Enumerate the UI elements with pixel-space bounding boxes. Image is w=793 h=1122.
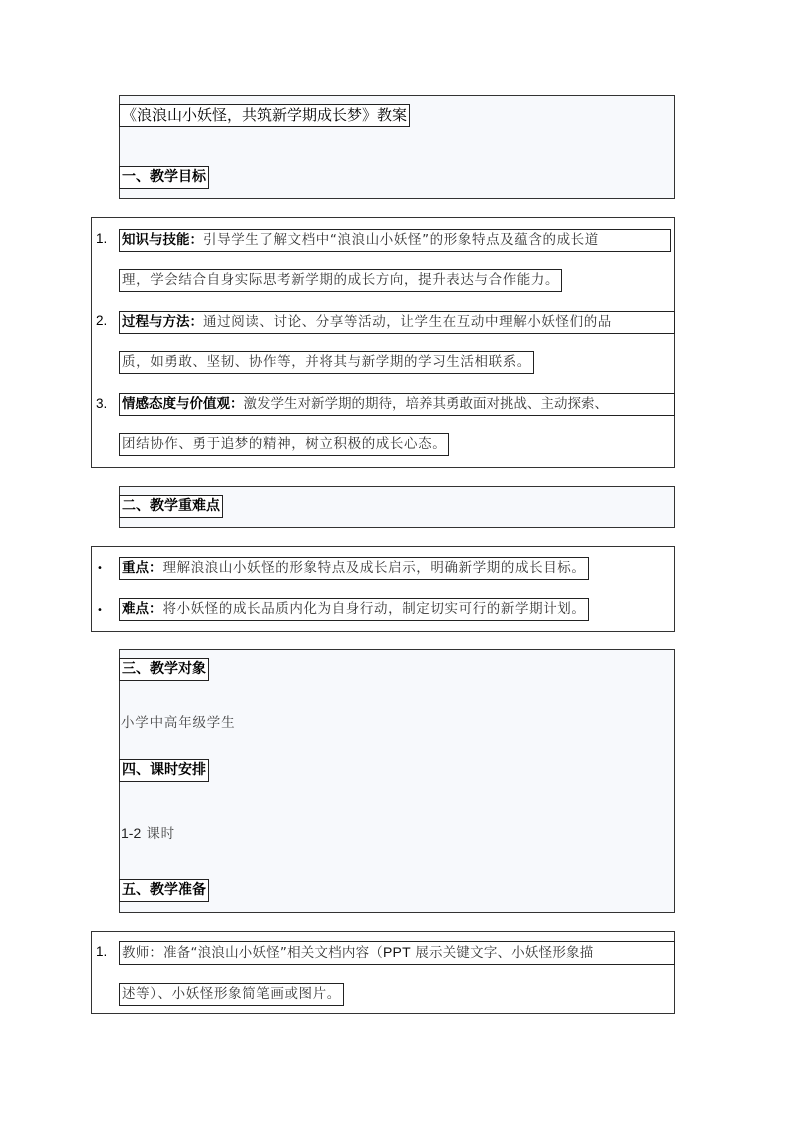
- preparation-text-cont: 展示关键文字、小妖怪形象描: [415, 945, 594, 961]
- objective-line: [119, 393, 675, 416]
- list-number: 3.: [96, 396, 108, 411]
- section-heading-key-points: 二、教学重难点: [119, 495, 223, 518]
- objective-text: 通过阅读、讨论、分享等活动，让学生在互动中理解小妖怪们的品: [203, 314, 612, 330]
- key-point-label: 重点：: [122, 560, 163, 576]
- audience-text: 小学中高年级学生: [121, 715, 236, 731]
- objectives-list: [91, 217, 675, 468]
- bullet-icon: •: [97, 563, 103, 574]
- objective-line: 理，学会结合自身实际思考新学期的成长方向，提升表达与合作能力。: [119, 269, 562, 292]
- document-title: 《浪浪山小妖怪，共筑新学期成长梦》教案: [119, 104, 410, 127]
- key-point-label: 难点：: [122, 601, 163, 617]
- objective-line: [119, 311, 675, 334]
- key-point-text: 将小妖怪的成长品质内化为自身行动，制定切实可行的新学期计划。: [162, 601, 586, 617]
- section-heading-preparation: 五、教学准备: [119, 879, 209, 902]
- objective-label: 知识与技能：: [122, 232, 203, 248]
- key-point-text: 理解浪浪山小妖怪的形象特点及成长启示，明确新学期的成长目标。: [162, 560, 586, 576]
- preparation-text: 教师：准备“浪浪山小妖怪”相关文档内容（: [122, 945, 383, 961]
- ppt-label: PPT: [383, 944, 411, 960]
- list-number: 1.: [96, 231, 108, 246]
- section-heading-audience: 三、教学对象: [119, 658, 209, 681]
- key-point-line: [119, 598, 589, 621]
- schedule-text: [121, 822, 175, 842]
- schedule-number: 1-2: [121, 825, 142, 841]
- preparation-line: [119, 941, 675, 965]
- objective-line: 质，如勇敢、坚韧、协作等，并将其与新学期的学习生活相联系。: [119, 351, 534, 374]
- schedule-unit: 课时: [146, 826, 175, 842]
- objective-text: 激发学生对新学期的期待，培养其勇敢面对挑战、主动探索、: [243, 396, 608, 412]
- objective-line: 团结协作、勇于追梦的精神，树立积极的成长心态。: [119, 433, 449, 456]
- list-number: 2.: [96, 313, 108, 328]
- list-number: 1.: [96, 944, 108, 959]
- bullet-icon: •: [97, 605, 103, 616]
- section-heading-objectives: 一、教学目标: [119, 166, 209, 189]
- preparation-line: 述等）、小妖怪形象简笔画或图片。: [119, 983, 344, 1006]
- key-point-line: [119, 557, 589, 580]
- objective-label: 过程与方法：: [122, 314, 203, 330]
- objective-label: 情感态度与价值观：: [122, 396, 244, 412]
- section-heading-schedule: 四、课时安排: [119, 759, 209, 782]
- objective-line: [119, 229, 671, 252]
- objective-text: 引导学生了解文档中“浪浪山小妖怪”的形象特点及蕴含的成长道: [203, 232, 599, 248]
